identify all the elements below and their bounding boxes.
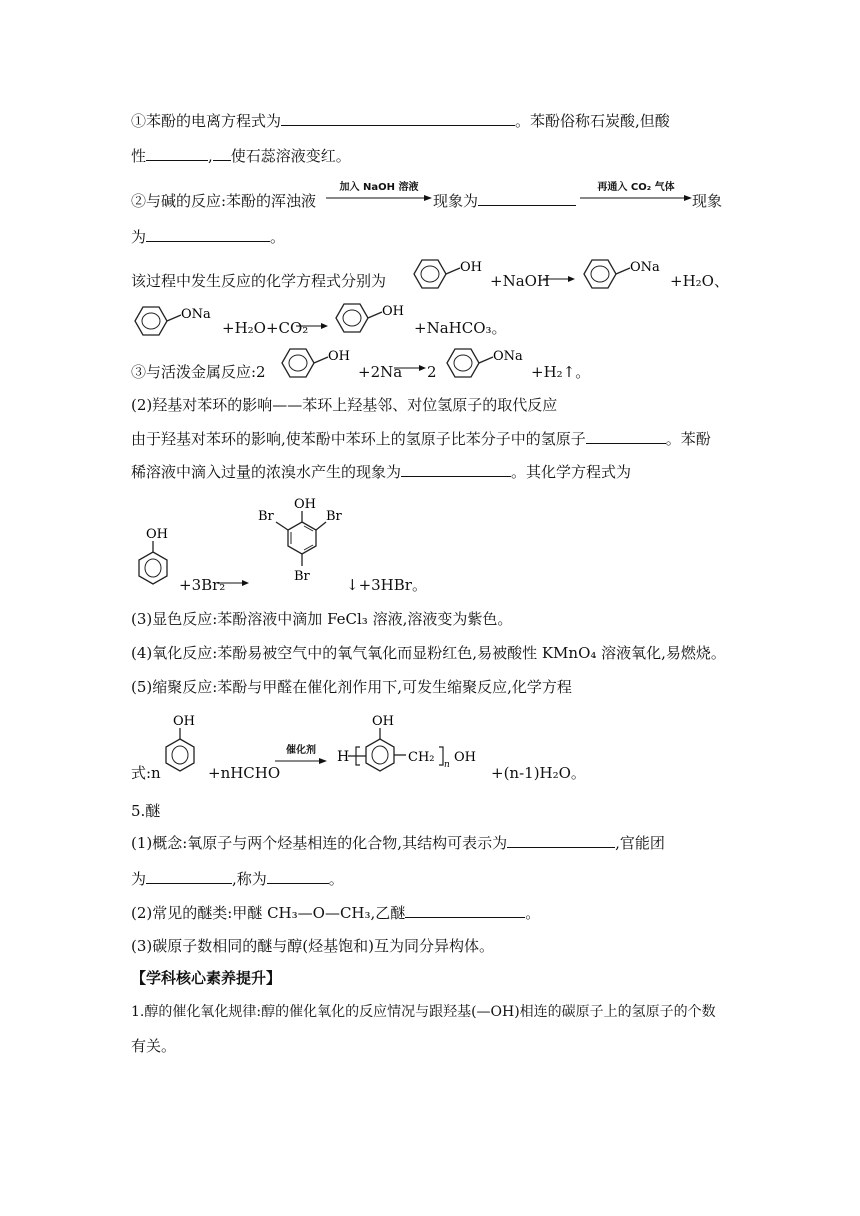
text: +3Br₂ bbox=[179, 576, 226, 594]
text: +NaOH bbox=[490, 272, 551, 290]
h-label: H bbox=[337, 749, 350, 765]
text: 。其化学方程式为 bbox=[511, 463, 632, 481]
oh-group-label: OH bbox=[382, 304, 404, 319]
section-heading: 【学科核心素养提升】 bbox=[131, 969, 282, 987]
line-effect bbox=[131, 429, 711, 449]
phenol-structure bbox=[276, 345, 356, 381]
line-phenomenon-2 bbox=[131, 227, 285, 247]
text: 。 bbox=[525, 904, 541, 922]
oxidation-rule-text: 1.醇的催化氧化规律:醇的催化氧化的反应情况与跟羟基(—OH)相连的碳原子上的氢原子的个数 bbox=[131, 1004, 716, 1020]
line-acidity bbox=[131, 146, 351, 166]
text: (2)常见的醚类:甲醚 CH₃—O—CH₃,乙醚 bbox=[131, 904, 406, 922]
phenol-vertical-structure bbox=[158, 711, 202, 781]
reaction-arrow bbox=[394, 363, 426, 373]
n-subscript: n bbox=[444, 760, 450, 770]
text: ③与活泼金属反应:2 bbox=[131, 363, 266, 381]
color-reaction-text: (3)显色反应:苯酚溶液中滴加 FeCl₃ 溶液,溶液变为紫色。 bbox=[131, 610, 513, 628]
oh-group-label: OH bbox=[328, 349, 350, 364]
text: 为 bbox=[131, 870, 147, 888]
phenol-structure bbox=[408, 256, 488, 292]
line-bromine-water bbox=[131, 462, 631, 482]
line-common-ethers bbox=[131, 903, 540, 923]
text: +H₂O+CO₂ bbox=[222, 319, 309, 337]
br-group-label: Br bbox=[326, 509, 342, 524]
text: 。苯酚 bbox=[665, 430, 711, 448]
answer-blank bbox=[146, 227, 270, 242]
sodium-phenoxide-structure bbox=[441, 345, 533, 381]
text: 该过程中发生反应的化学方程式分别为 bbox=[131, 272, 387, 290]
text: +nHCHO bbox=[208, 764, 281, 782]
text: (1)概念:氧原子与两个烃基相连的化合物,其结构可表示为 bbox=[131, 834, 508, 852]
text: 有关。 bbox=[131, 1037, 177, 1055]
text: ②与碱的反应:苯酚的浑浊液 bbox=[131, 192, 317, 210]
answer-blank bbox=[478, 191, 576, 206]
line-ionization bbox=[131, 111, 670, 131]
answer-blank bbox=[507, 833, 615, 848]
isomer-text: (3)碳原子数相同的醚与醇(烃基饱和)互为同分异构体。 bbox=[131, 937, 494, 955]
sodium-phenoxide-structure bbox=[129, 303, 221, 339]
oxidation-text: (4)氧化反应:苯酚易被空气中的氧气氧化而显粉红色,易被酸性 KMnO₄ 溶液氧化,易燃烧。 bbox=[131, 644, 726, 662]
answer-blank bbox=[281, 111, 515, 126]
text: 式:n bbox=[131, 764, 161, 782]
ona-group-label: ONa bbox=[630, 260, 660, 275]
oh-group-label: OH bbox=[146, 527, 168, 542]
text: ,官能团 bbox=[615, 834, 665, 852]
text: 为 bbox=[131, 228, 147, 246]
tribromophenol-structure bbox=[256, 494, 346, 586]
ch2-label: CH₂ bbox=[408, 750, 435, 765]
section-heading: (2)羟基对苯环的影响——苯环上羟基邻、对位氢原子的取代反应 bbox=[131, 396, 558, 414]
text: +H₂O、 bbox=[670, 272, 729, 290]
text: 。苯酚俗称石炭酸,但酸 bbox=[515, 112, 670, 130]
reaction-arrow bbox=[296, 321, 328, 331]
answer-blank bbox=[586, 429, 666, 444]
text: ↓+3HBr。 bbox=[346, 576, 427, 594]
text: +H₂↑。 bbox=[531, 363, 591, 381]
answer-blank bbox=[146, 869, 232, 884]
oh-group-label: OH bbox=[294, 497, 316, 512]
phenol-vertical-structure bbox=[131, 524, 175, 594]
text: 现象 bbox=[692, 192, 723, 210]
reaction-arrow bbox=[580, 178, 692, 208]
line-phenomenon bbox=[433, 191, 576, 211]
text: 。 bbox=[270, 228, 286, 246]
ona-group-label: ONa bbox=[493, 349, 523, 364]
answer-blank bbox=[213, 146, 231, 161]
br-group-label: Br bbox=[258, 509, 274, 524]
reaction-arrow bbox=[543, 274, 575, 284]
answer-blank bbox=[146, 146, 208, 161]
arrow-condition-label: 再通入 CO₂ 气体 bbox=[597, 182, 675, 193]
text: 稀溶液中滴入过量的浓溴水产生的现象为 bbox=[131, 463, 402, 481]
arrow-condition-label: 催化剂 bbox=[286, 745, 316, 756]
br-group-label: Br bbox=[294, 569, 310, 584]
polycondensation-text: (5)缩聚反应:苯酚与甲醛在催化剂作用下,可发生缩聚反应,化学方程 bbox=[131, 678, 572, 696]
answer-blank bbox=[405, 903, 525, 918]
answer-blank bbox=[401, 462, 511, 477]
oh-group-label: OH bbox=[372, 714, 394, 729]
line-ether-concept bbox=[131, 833, 665, 853]
text: 2 bbox=[427, 363, 437, 381]
text: 使石蕊溶液变红。 bbox=[230, 147, 351, 165]
reaction-arrow bbox=[326, 178, 432, 208]
reaction-arrow bbox=[275, 741, 327, 771]
oh-group-label: OH bbox=[460, 260, 482, 275]
arrow-condition-label: 加入 NaOH 溶液 bbox=[339, 182, 419, 193]
phenol-structure bbox=[330, 300, 410, 336]
text: +2Na bbox=[358, 363, 403, 381]
text: ,称为 bbox=[232, 870, 267, 888]
text: 由于羟基对苯环的影响,使苯酚中苯环上的氢原子比苯分子中的氢原子 bbox=[131, 430, 586, 448]
text: 性 bbox=[131, 147, 147, 165]
text: +NaHCO₃。 bbox=[414, 319, 507, 337]
section-heading: 5.醚 bbox=[131, 802, 161, 820]
phenolic-resin-structure bbox=[336, 711, 486, 781]
text: ①苯酚的电离方程式为 bbox=[131, 112, 282, 130]
text: 。 bbox=[328, 870, 344, 888]
answer-blank bbox=[267, 869, 329, 884]
reaction-arrow bbox=[217, 578, 249, 588]
text: , bbox=[208, 147, 213, 165]
oh-group-label: OH bbox=[454, 750, 476, 765]
text: +(n-1)H₂O。 bbox=[491, 764, 586, 782]
text: 现象为 bbox=[433, 192, 479, 210]
ona-group-label: ONa bbox=[181, 307, 211, 322]
oh-group-label: OH bbox=[173, 714, 195, 729]
line-functional-group bbox=[131, 869, 344, 889]
sodium-phenoxide-structure bbox=[578, 256, 670, 292]
